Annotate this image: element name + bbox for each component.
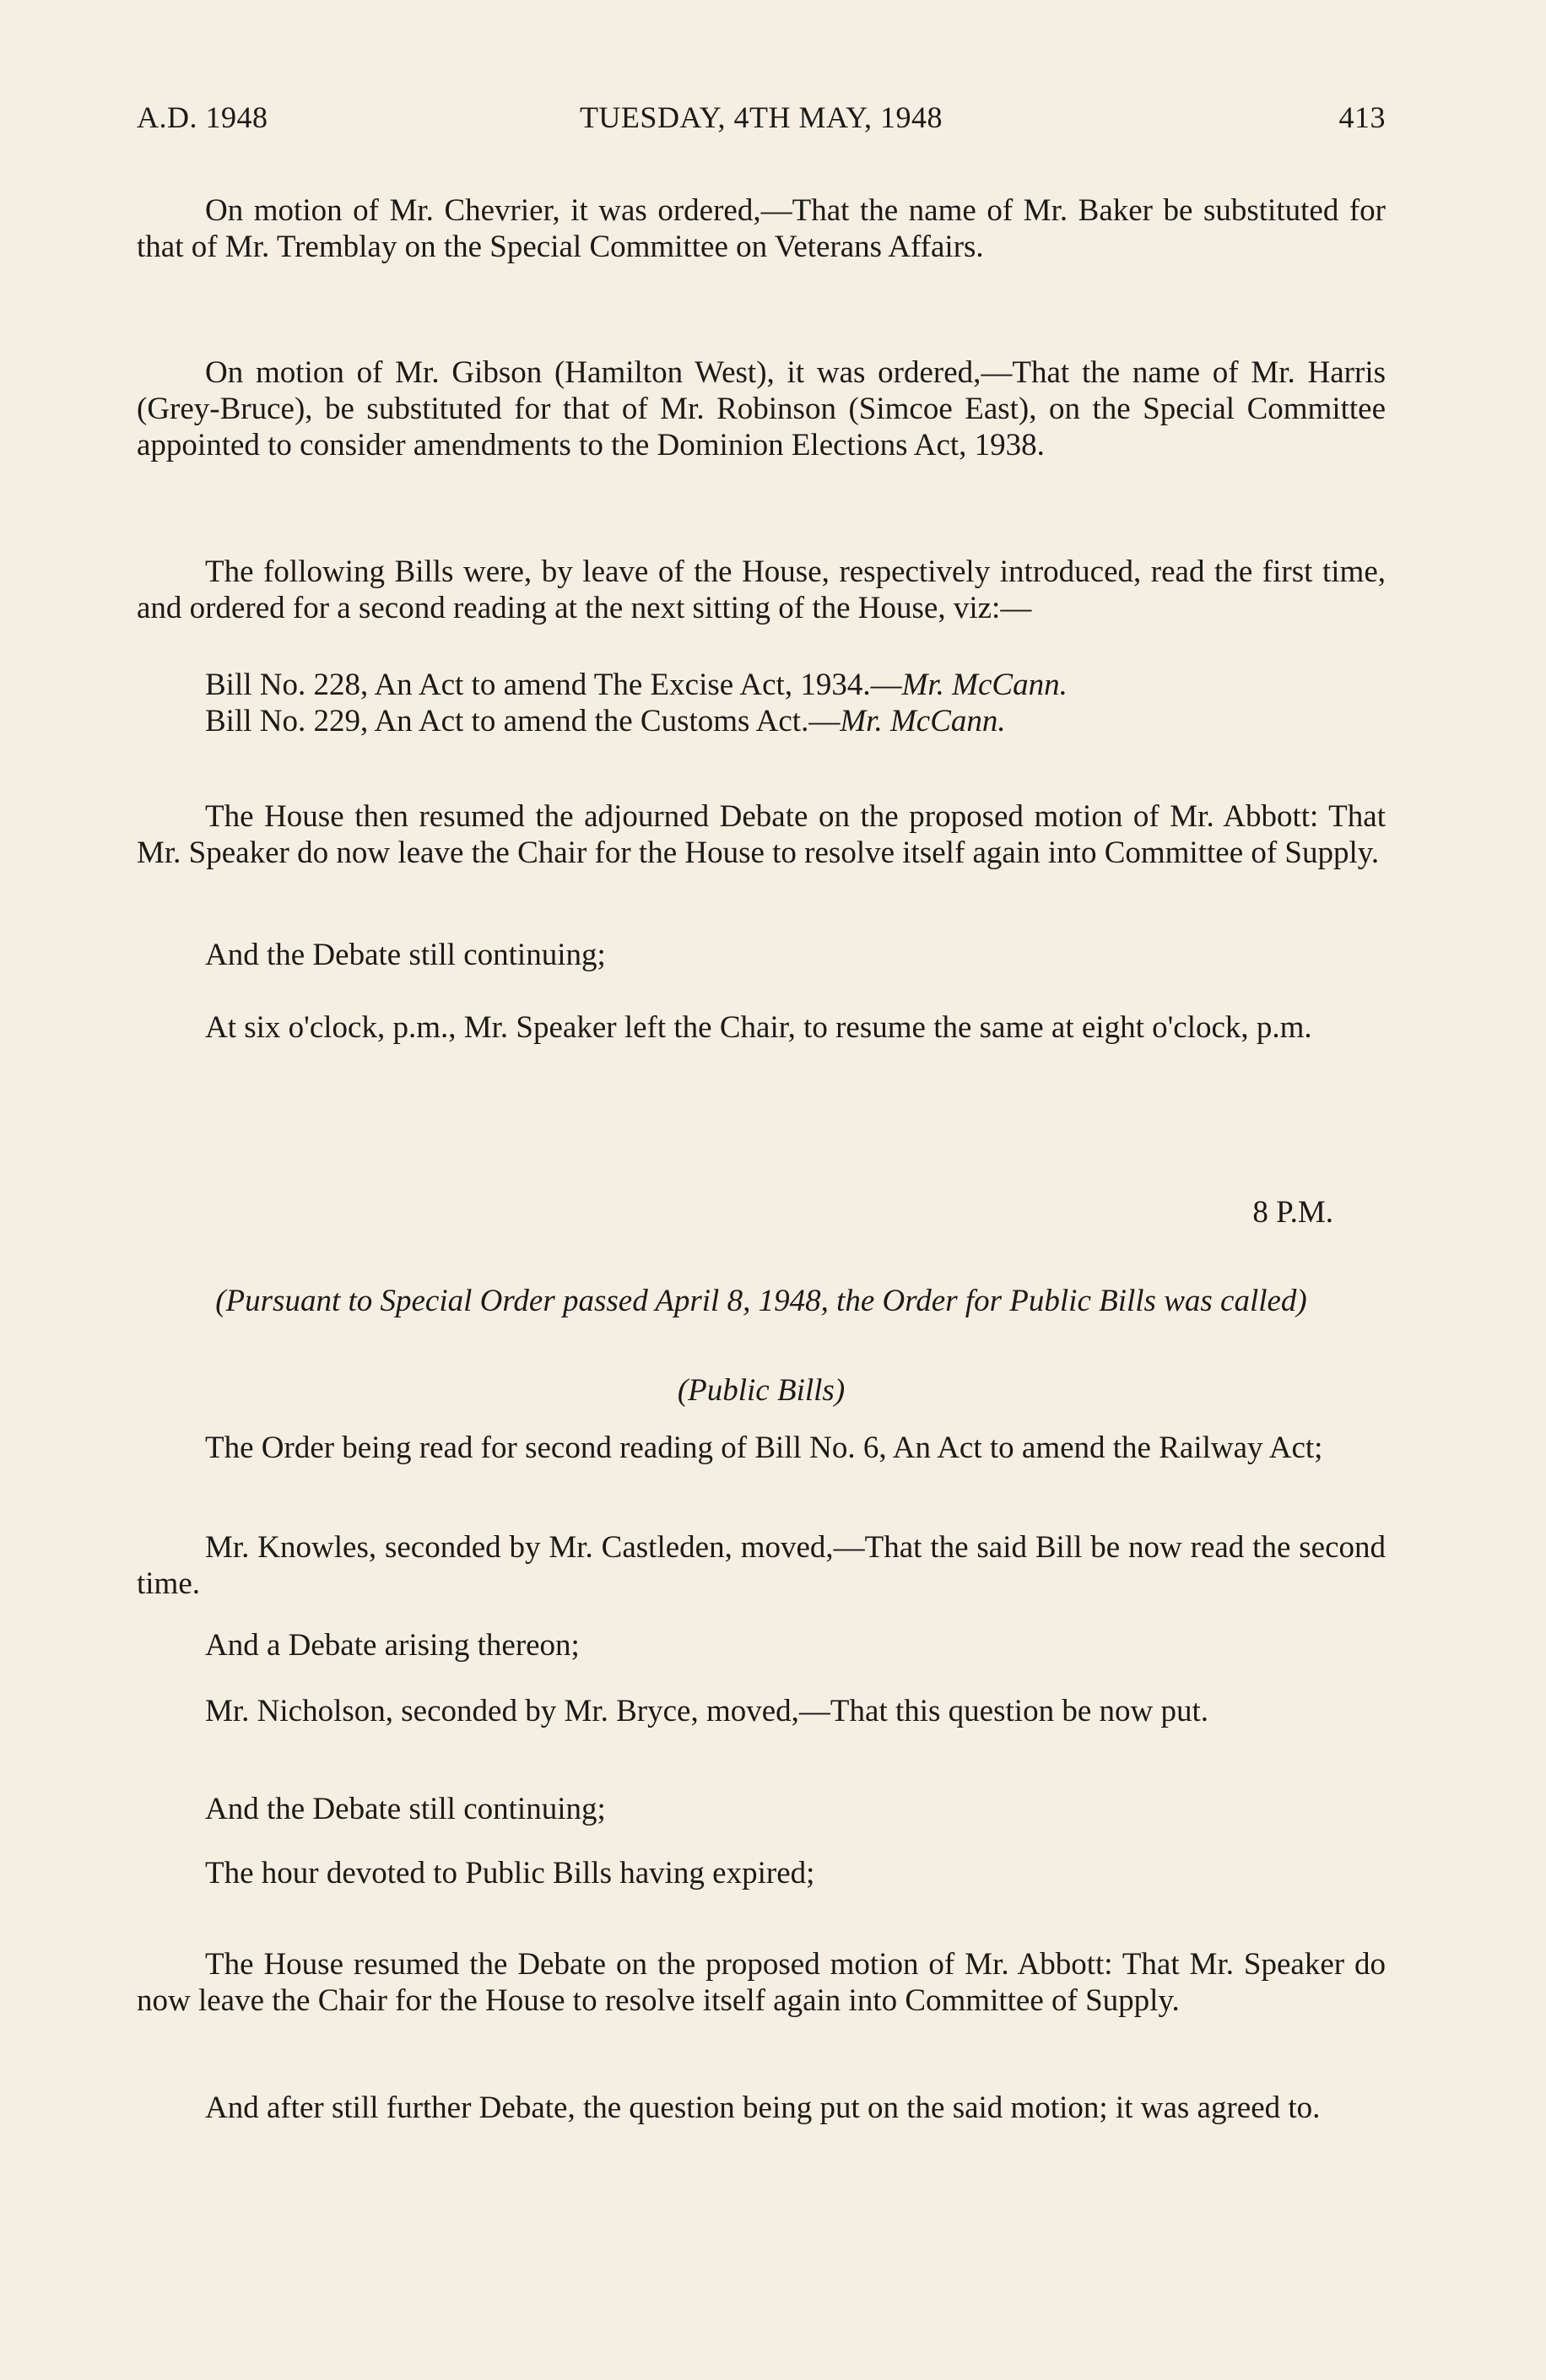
header-date: TUESDAY, 4TH MAY, 1948	[579, 100, 943, 134]
paragraph-chevrier-motion: On motion of Mr. Chevrier, it was ordered,—That the name of Mr. Baker be substituted for that of Mr. Tremblay on the Special Committee on Veterans Affairs.	[137, 193, 1386, 264]
header-year: A.D. 1948	[137, 100, 268, 134]
bill-228-member: Mr. McCann.	[901, 668, 1068, 702]
paragraph-debate-resumed: The House then resumed the adjourned Debate on the proposed motion of Mr. Abbott: That Mr. Speaker do now leave the Chair for the House to resolve itself again into Committee of Supply.	[137, 799, 1386, 870]
running-header	[137, 100, 1386, 142]
paragraph-debate-continuing-1: And the Debate still continuing;	[205, 938, 606, 972]
bill-229-text: Bill No. 229, An Act to amend the Customs Act.—	[205, 704, 841, 738]
bill-229-line	[205, 703, 1387, 739]
time-heading: 8 P.M.	[1252, 1195, 1333, 1230]
page-number: 413	[1338, 100, 1386, 134]
paragraph-motion-agreed: And after still further Debate, the question being put on the said motion; it was agreed to.	[205, 2091, 1321, 2125]
paragraph-bill-6-order: The Order being read for second reading of Bill No. 6, An Act to amend the Railway Act;	[205, 1431, 1323, 1465]
paragraph-bills-introduced: The following Bills were, by leave of the House, respectively introduced, read the first time, and ordered for a second reading at the next sitting of the House, viz:—	[137, 554, 1386, 625]
paragraph-hour-expired: The hour devoted to Public Bills having expired;	[205, 1856, 815, 1890]
bill-228-line	[205, 667, 1387, 703]
paragraph-nicholson-motion: Mr. Nicholson, seconded by Mr. Bryce, moved,—That this question be now put.	[205, 1694, 1208, 1728]
public-bills-heading: (Public Bills)	[677, 1373, 846, 1408]
paragraph-gibson-motion: On motion of Mr. Gibson (Hamilton West), it was ordered,—That the name of Mr. Harris (Grey-Bruce), be substituted for that of Mr. Robinson (Simcoe East), on the Special Committee appointed to consider amendments to the Dominion Elections Act, 1938.	[137, 355, 1386, 462]
paragraph-debate-arising: And a Debate arising thereon;	[205, 1628, 580, 1663]
special-order-note: (Pursuant to Special Order passed April 8, 1948, the Order for Public Bills was called)	[215, 1284, 1307, 1318]
paragraph-debate-resumed-abbott: The House resumed the Debate on the proposed motion of Mr. Abbott: That Mr. Speaker do now leave the Chair for the House to resolve itself again into Committee of Supply.	[137, 1947, 1386, 2018]
bill-228-text: Bill No. 228, An Act to amend The Excise Act, 1934.—	[205, 668, 902, 702]
bill-229-member: Mr. McCann.	[840, 704, 1006, 738]
paragraph-debate-continuing-2: And the Debate still continuing;	[205, 1792, 606, 1826]
paragraph-six-oclock: At six o'clock, p.m., Mr. Speaker left the Chair, to resume the same at eight o'clock, p.m.	[205, 1010, 1312, 1045]
paragraph-knowles-motion: Mr. Knowles, seconded by Mr. Castleden, moved,—That the said Bill be now read the second time.	[137, 1530, 1386, 1601]
